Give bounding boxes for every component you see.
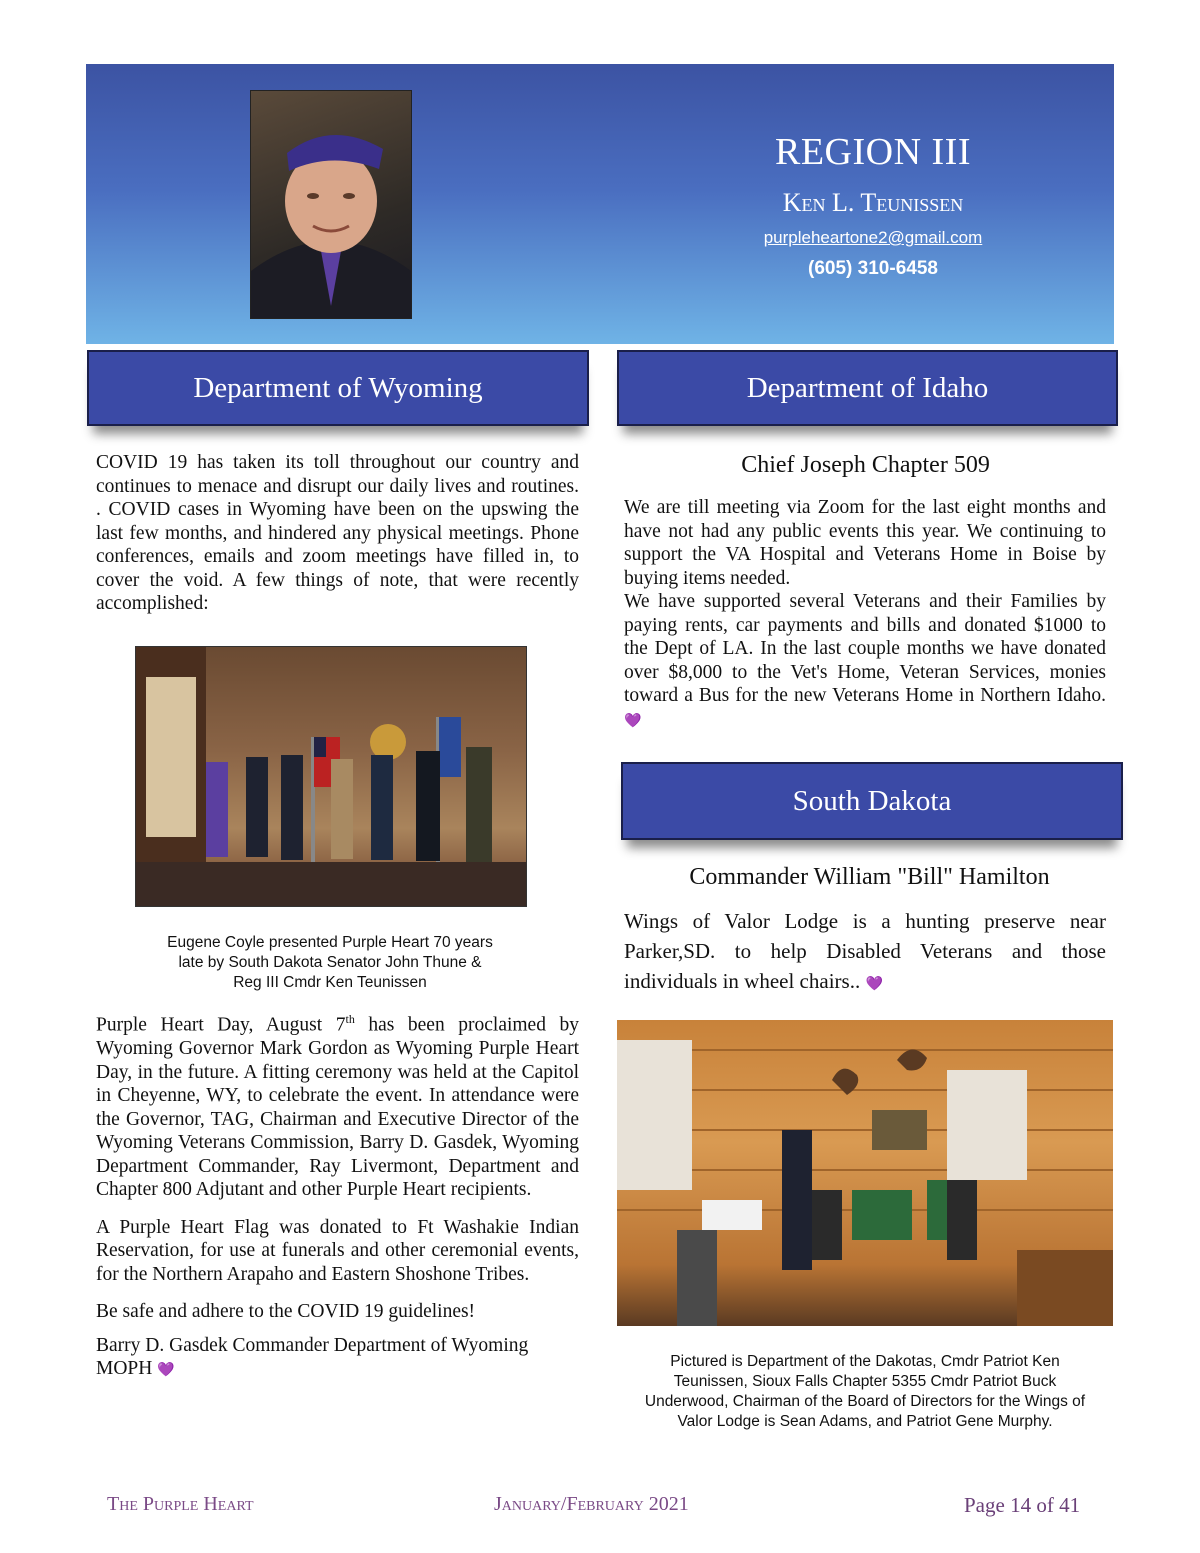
footer-publication: The Purple Heart — [107, 1493, 254, 1515]
section-title-idaho: Department of Idaho — [617, 350, 1118, 426]
phone-number: (605) 310-6458 — [808, 258, 938, 279]
wings-of-valor-lodge-photo — [617, 1020, 1113, 1326]
purple-heart-icon: 💜 — [624, 712, 642, 729]
wyoming-ceremony-photo — [135, 646, 527, 907]
wyoming-photo-caption — [100, 933, 560, 993]
wyoming-intro-text: COVID 19 has taken its toll throughout our country and continues to menace and disrupt our daily lives and routines. . COVID cases in Wyoming have been on the upswing the last few months, and hindered any physical meetings. Phone conferences, emails and zoom meetings have filled in, to cover the void. A few things of note, that were recently accomplished: — [96, 452, 579, 614]
south-dakota-paragraph-text: Wings of Valor Lodge is a hunting preserve near Parker,SD. to help Disabled Veterans and those individuals in wheel chairs.. — [624, 909, 1106, 993]
idaho-paragraph-2 — [624, 590, 1106, 733]
commander-portrait — [250, 90, 412, 319]
email-link[interactable]: purpleheartone2@gmail.com — [763, 228, 983, 247]
wyoming-caption-line-1: Eugene Coyle presented Purple Heart 70 years — [167, 934, 493, 951]
south-dakota-body — [624, 906, 1106, 999]
south-dakota-commander: Commander William "Bill" Hamilton — [689, 864, 1050, 890]
south-dakota-photo-caption — [617, 1352, 1113, 1432]
idaho-paragraph-1: We are till meeting via Zoom for the last eight months and have not had any public events this year. We continuing to support the VA Hospital and Veterans Home in Boise by buying items needed. — [624, 497, 1106, 589]
section-title-wyoming: Department of Wyoming — [87, 350, 589, 426]
paragraph-rest: has been proclaimed by Wyoming Governor Mark Gordon as Wyoming Purple Heart Day, in the future. A fitting ceremony was held at the Capitol in Cheyenne, WY, to celebrate the event. In attendance were the Governor, TAG, Chairman and Executive Director of the Wyoming Veterans Commission, Barry D. Gasdek, Wyoming Department Commander, Ray Livermont, Department and Chapter 800 Adjutant and other Purple Heart recipients. — [96, 1014, 579, 1200]
sd-caption-line-4: Valor Lodge is Sean Adams, and Patriot Gene Murphy. — [677, 1413, 1053, 1430]
wyoming-caption-line-2: late by South Dakota Senator John Thune & — [178, 954, 482, 971]
section-title-south-dakota: South Dakota — [621, 762, 1123, 840]
wyoming-caption-line-3: Reg III Cmdr Ken Teunissen — [233, 974, 427, 991]
purple-heart-icon: 💜 — [865, 976, 883, 992]
purple-heart-icon: 💜 — [157, 1362, 175, 1378]
idaho-paragraph-2-text: We have supported several Veterans and their Families by paying rents, car payments and bills and donated $1000 to the Dept of LA. In the last couple months we have donated over $8,000 to the Vet's Home, Veteran Services, monies toward a Bus for the new Veterans Home in Northern Idaho. — [624, 591, 1106, 706]
sd-caption-line-3: Underwood, Chairman of the Board of Directors for the Wings of — [644, 1393, 1086, 1410]
footer-issue: January/February 2021 — [494, 1493, 689, 1515]
safety-paragraph: Be safe and adhere to the COVID 19 guidelines! — [96, 1301, 476, 1322]
paragraph-lead: Purple Heart Day, August 7 — [96, 1014, 346, 1036]
purple-heart-day-paragraph — [96, 1008, 579, 1202]
wyoming-body — [96, 1008, 579, 1383]
wyoming-intro — [96, 451, 579, 616]
sd-caption-line-2: Teunissen, Sioux Falls Chapter 5355 Cmdr Patriot Buck — [673, 1373, 1057, 1390]
signature-paragraph — [96, 1334, 579, 1383]
ordinal-suffix: th — [345, 1012, 355, 1026]
commander-name: Ken L. Teunissen — [782, 188, 964, 217]
signature-text: Barry D. Gasdek Commander Department of Wyoming MOPH — [96, 1334, 529, 1379]
south-dakota-paragraph — [624, 906, 1106, 999]
footer-page-number: Page 14 of 41 — [964, 1493, 1081, 1517]
region-title: REGION III — [774, 131, 971, 173]
header-contact — [700, 130, 1046, 280]
flag-donation-paragraph: A Purple Heart Flag was donated to Ft Washakie Indian Reservation, for use at funerals and other ceremonial events, for the Northern Arapaho and Eastern Shoshone Tribes. — [96, 1216, 579, 1285]
idaho-chapter-name: Chief Joseph Chapter 509 — [741, 452, 990, 478]
sd-caption-line-1: Pictured is Department of the Dakotas, Cmdr Patriot Ken — [670, 1353, 1060, 1370]
idaho-body — [624, 496, 1106, 733]
